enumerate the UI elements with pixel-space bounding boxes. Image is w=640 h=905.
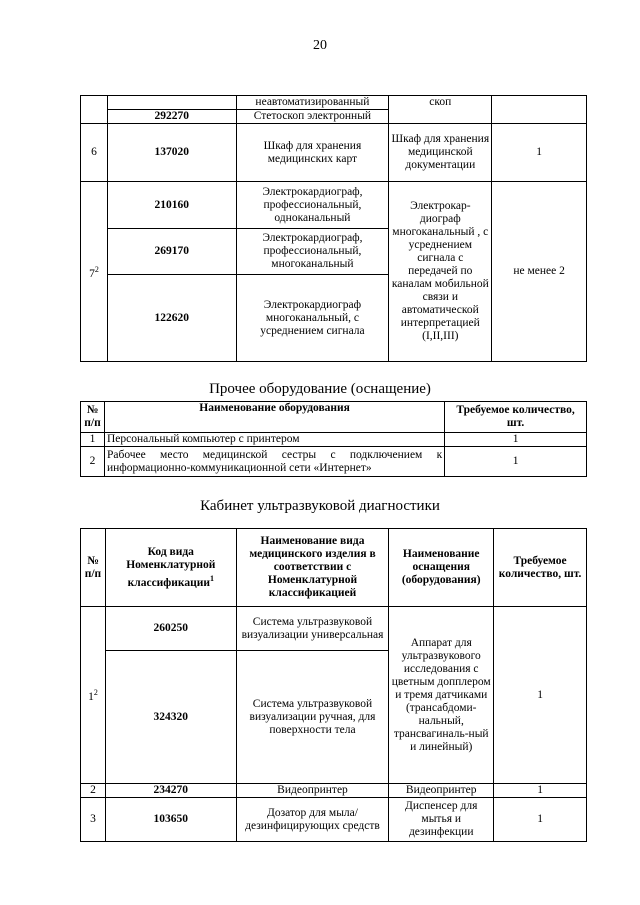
quantity-cell: 1 <box>492 124 587 182</box>
code-cell: 324320 <box>105 651 236 784</box>
table-row <box>81 447 587 477</box>
quantity-cell: 1 <box>494 607 587 784</box>
code-cell: 103650 <box>105 798 236 842</box>
header-number: № п/п <box>81 529 106 607</box>
quantity-cell: 1 <box>494 798 587 842</box>
section-title-other-equipment: Прочее оборудование (оснащение) <box>209 381 431 397</box>
row-number-cell: 2 <box>81 784 106 798</box>
header-equipment-name: Наименование оборудования <box>104 402 444 433</box>
device-name-cell: Видеопринтер <box>236 784 389 798</box>
quantity-cell: 1 <box>445 447 587 477</box>
code-cell: 260250 <box>105 607 236 651</box>
device-name-cell: неавтоматизированный <box>236 96 389 110</box>
device-name-cell: Шкаф для хранения медицинских карт <box>236 124 389 182</box>
header-quantity: Требуемое количество, шт. <box>494 529 587 607</box>
table-row <box>81 784 587 798</box>
table-row <box>81 433 587 447</box>
quantity-cell: 1 <box>494 784 587 798</box>
table-row <box>81 798 587 842</box>
table-row <box>81 96 587 110</box>
equipment-cell: Аппарат для ультразвукового исследования с цветным допплером и тремя датчиками (трансабдоми-нальный, трансвагиналь-ный и линейный) <box>389 607 494 784</box>
code-cell: 234270 <box>105 784 236 798</box>
table-row <box>81 124 587 182</box>
header-equipment-name: Наименование оснащения (оборудования) <box>389 529 494 607</box>
ultrasound-equipment-table <box>80 528 587 842</box>
table-row <box>81 182 587 229</box>
quantity-cell <box>492 96 587 124</box>
header-classification-code: Код вида Номенклатурной классификации$^1$ <box>105 529 236 607</box>
header-number: № п/п <box>81 402 105 433</box>
row-number-cell: $1^2$ <box>81 607 106 784</box>
code-cell <box>107 96 236 110</box>
code-cell: 292270 <box>107 110 236 124</box>
device-name-cell: Электрокардиограф, профессиональный, многоканальный <box>236 229 389 275</box>
page-number: 20 <box>313 38 327 53</box>
device-name-cell: Электрокардиограф многоканальный, с усреднением сигнала <box>236 275 389 362</box>
row-number-cell: $7^2$ <box>81 182 108 362</box>
equipment-cell: Электрокар-диограф многоканальный , с усреднением сигнала с передачей по каналам мобильной связи и автоматической интерпретацией (I,II,III) <box>389 182 492 362</box>
quantity-cell: не менее 2 <box>492 182 587 362</box>
device-name-cell: Система ультразвуковой визуализации ручная, для поверхности тела <box>236 651 389 784</box>
table-header-row <box>81 529 587 607</box>
row-number-cell: 1 <box>81 433 105 447</box>
row-number-cell <box>81 96 108 124</box>
section-title-ultrasound: Кабинет ультразвуковой диагностики <box>200 498 440 514</box>
row-number-cell: 2 <box>81 447 105 477</box>
equipment-cell: Шкаф для хранения медицинской документации <box>389 124 492 182</box>
equipment-cell: Диспенсер для мытья и дезинфекции <box>389 798 494 842</box>
quantity-cell: 1 <box>445 433 587 447</box>
row-number-cell: 3 <box>81 798 106 842</box>
table-header-row <box>81 402 587 433</box>
header-device-name: Наименование вида медицинского изделия в соответствии с Номенклатурной классификацией <box>236 529 389 607</box>
equipment-name-cell: Рабочее место медицинской сестры с подключением к информационно-коммуникационной сети «Интернет» <box>104 447 444 477</box>
other-equipment-table <box>80 401 587 477</box>
header-quantity: Требуемое количество, шт. <box>445 402 587 433</box>
equipment-table-continued <box>80 95 587 362</box>
code-cell: 137020 <box>107 124 236 182</box>
row-number-cell: 6 <box>81 124 108 182</box>
device-name-cell: Дозатор для мыла/ дезинфицирующих средств <box>236 798 389 842</box>
equipment-cell: скоп <box>389 96 492 124</box>
code-cell: 269170 <box>107 229 236 275</box>
code-cell: 122620 <box>107 275 236 362</box>
equipment-name-cell: Персональный компьютер с принтером <box>104 433 444 447</box>
code-cell: 210160 <box>107 182 236 229</box>
device-name-cell: Стетоскоп электронный <box>236 110 389 124</box>
equipment-cell: Видеопринтер <box>389 784 494 798</box>
device-name-cell: Электрокардиограф, профессиональный, одноканальный <box>236 182 389 229</box>
device-name-cell: Система ультразвуковой визуализации универсальная <box>236 607 389 651</box>
table-row <box>81 607 587 651</box>
